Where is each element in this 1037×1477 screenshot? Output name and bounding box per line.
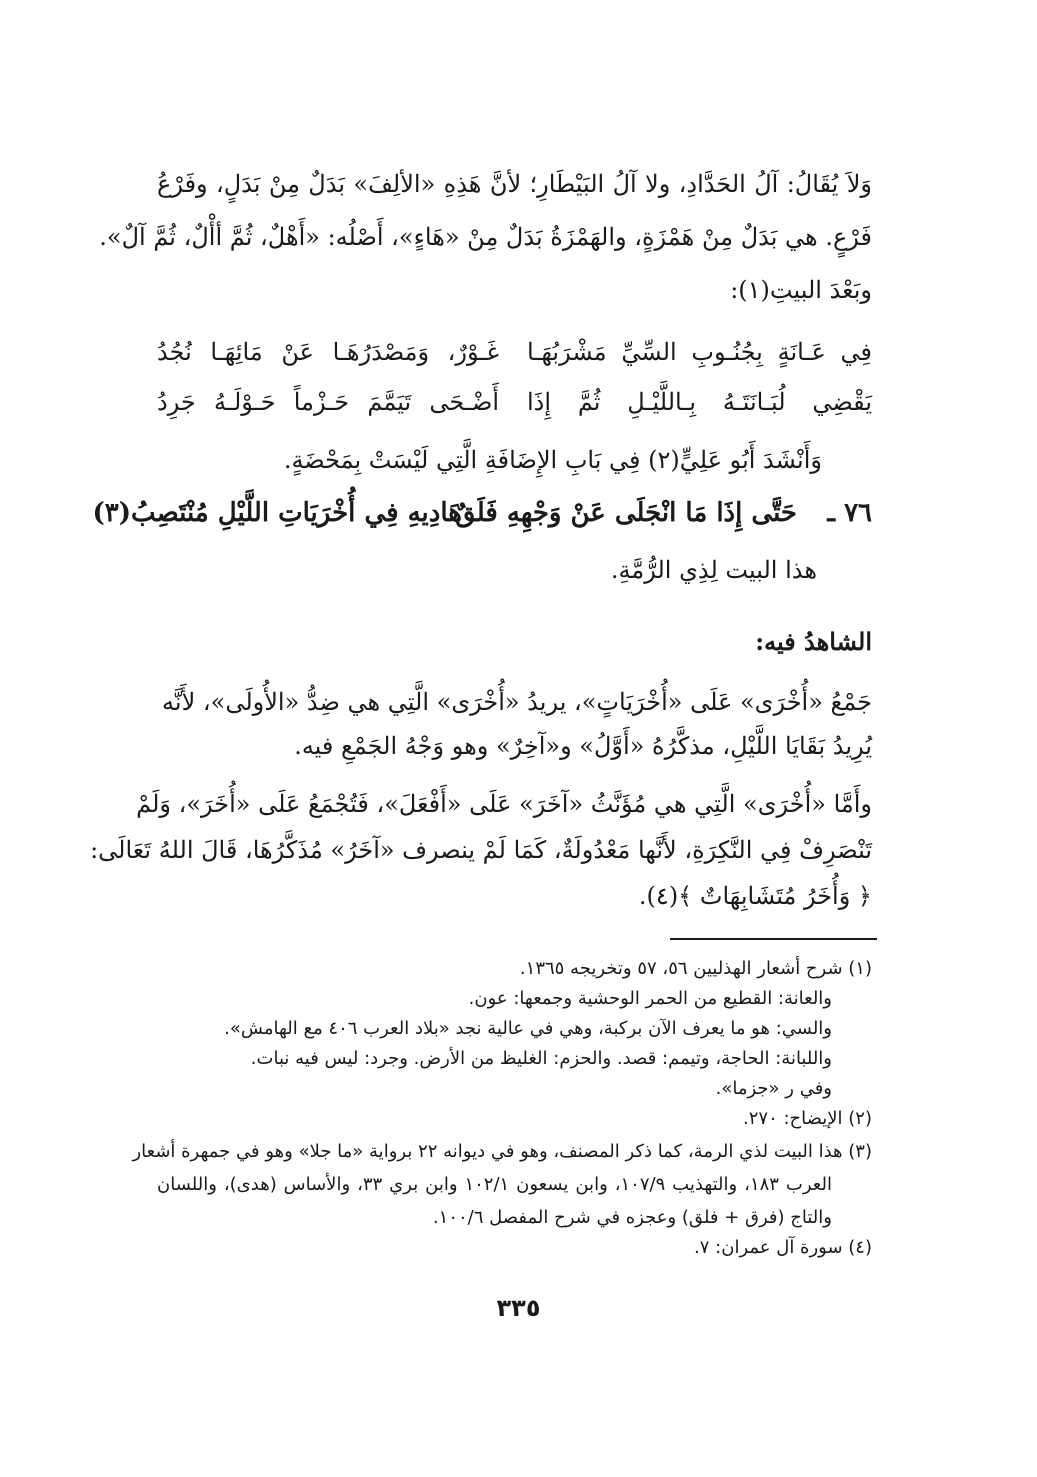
- shahid-number: ٧٦ ـ: [827, 498, 872, 528]
- explanation-p2-line-3: ﴿ وَأُخَرُ مُتَشَابِهَاتٌ ﴾(٤).: [638, 882, 872, 910]
- body-line-1: وَلاَ يُقَالُ: آلُ الحَدَّادِ، ولا آلُ البَيْطَارِ؛ لأنَّ هَذِهِ «الألِفَ» بَدَلٌ مِنْ بَدَلٍ، وفَرْعُ: [157, 170, 872, 198]
- footnote-1-line-d: وفي ر «جزما».: [715, 1078, 832, 1099]
- footnote-3-line-2: العرب ١٨٣، والتهذيب ١٠٧/٩، وابن يسعون ١٠٢/١ وابن بري ٣٣، والأساس (هدى)، واللسان: [157, 1174, 832, 1195]
- footnote-1: (١) شرح أشعار الهذليين ٥٦، ٥٧ وتخريجه ١٣٦٥.: [519, 958, 872, 979]
- shahid-first-hemistich: حَتَّى إِذَا مَا انْجَلَى عَنْ وَجْهِهِ فَلَقٌ: [455, 498, 797, 528]
- footnote-separator: [670, 938, 877, 940]
- footnote-3-line-3: والتاج (فرق + فلق) وعجزه في شرح المفصل ١٠٠/٦.: [432, 1207, 832, 1228]
- after-verse-line: وَأَنْشَدَ أَبُو عَلِيٍّ(٢) فِي بَابِ الإِضَافَةِ الَّتِي لَيْسَتْ بِمَحْضَةٍ.: [283, 446, 822, 474]
- footnote-1-line-a: والعانة: القطيع من الحمر الوحشية وجمعها: عون.: [468, 988, 832, 1009]
- section-heading: الشاهدُ فيه:: [755, 627, 872, 656]
- verse-2-second-hemistich: أَضْـحَى تَيَمَّمَ حَـزْماً حَـوْلَـهُ جَرِدُ: [157, 388, 499, 416]
- page-number: ٣٣٥: [496, 1294, 541, 1322]
- verse-1-second-hemistich: غَـوْرٌ، وَمَصْدَرُهَـا عَنْ مَائِهَـا نُجُدُ: [157, 338, 499, 366]
- footnote-2: (٢) الإيضاح: ٢٧٠.: [743, 1108, 872, 1129]
- footnote-3-line-1: (٣) هذا البيت لذي الرمة، كما ذكر المصنف، وهو في ديوانه ٢٢ برواية «ما جلا» وهو في جمهرة أشعار: [132, 1141, 872, 1162]
- explanation-p1-line-1: جَمْعُ «أُخْرَى» عَلَى «أُخْرَيَاتٍ»، يريدُ «أُخْرَى» الَّتِي هي ضِدُّ «الأُولَى»، لأَنَّه: [162, 688, 872, 716]
- verse-1-first-hemistich: فِي عَـانَةٍ بِجُنُـوبِ السِّيِّ مَشْرَبُهَـا: [527, 338, 872, 366]
- attribution-line: هذا البيت لِذِي الرُّمَّةِ.: [610, 556, 817, 584]
- explanation-p2-line-1: وأَمَّا «أُخْرَى» الَّتِي هي مُؤَنَّثُ «آخَرَ» عَلَى «أَفْعَلَ»، فَتُجْمَعُ عَلَى «أُخَرَ»، وَلَمْ: [136, 790, 872, 818]
- explanation-p2-line-2: تَنْصَرِفْ فِي النَّكِرَةِ، لأَنَّها مَعْدُولَةٌ، كَمَا لَمْ ينصرف «آخَرُ» مُذَكَّرُهَا، قَالَ اللهُ تَعَالَى:: [90, 836, 872, 864]
- footnote-4: (٤) سورة آل عمران: ٧.: [694, 1237, 872, 1258]
- footnote-1-line-b: والسي: هو ما يعرف الآن بركبة، وهي في عالية نجد «بلاد العرب ٤٠٦ مع الهامش».: [224, 1018, 832, 1039]
- body-line-3: وبَعْدَ البيتِ(١):: [730, 276, 872, 304]
- verse-2-first-hemistich: يَقْضِي لُبَـانَتَـهُ بِـاللَّيْـلِ ثُمَّ إِذَا: [527, 388, 872, 416]
- footnote-1-line-c: واللبانة: الحاجة، وتيمم: قصد. والحزم: الغليظ من الأرض. وجرد: ليس فيه نبات.: [250, 1048, 832, 1069]
- body-line-2: فَرْعٍ. هي بَدَلٌ مِنْ هَمْزَةٍ، والهَمْزَةُ بَدَلٌ مِنْ «هَاءٍ»، أَصْلُه: «أَهْلٌ، ثُمَّ أأْلٌ، ثُمَّ آلٌ».: [99, 223, 872, 251]
- explanation-p1-line-2: يُرِيدُ بَقَايَا اللَّيْلِ، مذكَّرُهُ «أَوَّلُ» و«آخِرٌ» وهو وَجْهُ الجَمْعِ فيه.: [294, 732, 872, 760]
- shahid-second-hemistich: هَادِيهِ فِي أُخْرَيَاتِ اللَّيْلِ مُنْتَصِبُ(٣): [92, 498, 462, 528]
